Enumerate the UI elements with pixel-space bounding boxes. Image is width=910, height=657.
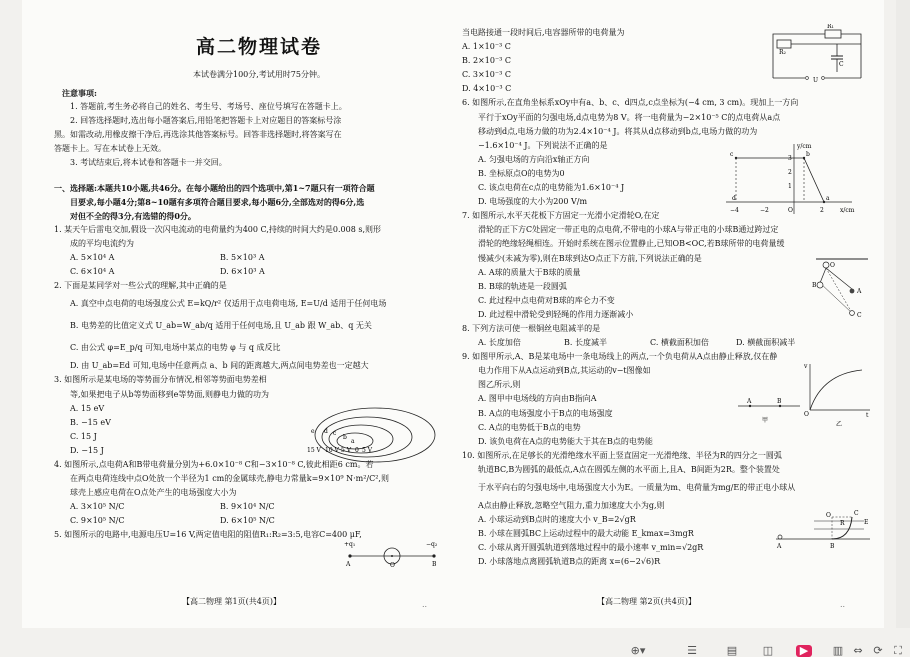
continuous-icon[interactable]: ▥ [832, 644, 844, 657]
pulley-figure [812, 255, 872, 321]
notice-line: 黑。如需改动,用橡皮擦干净后,再选涂其他答案标号。回答非选择题时,将答案写在 [54, 130, 342, 140]
fig-label: −4 [730, 207, 739, 214]
fig-label: c [730, 151, 734, 158]
fig-label: d [324, 428, 328, 435]
option: C. 横截面积加倍 [650, 338, 709, 348]
fig-label: C [857, 312, 862, 319]
question-6-stem: 平行于xOy平面的匀强电场,d点电势为8 V。将一电荷量为−2×10⁻⁵ C的点电荷从a点 [478, 112, 781, 122]
fig-label: 2 [820, 207, 824, 214]
question-4-stem: 球壳上感应电荷在O点处产生的电场强度大小为 [70, 488, 237, 498]
vertical-scrollbar[interactable] [896, 0, 910, 640]
fig-label: e [311, 428, 315, 435]
option: C. 9×10⁵ N/C [70, 516, 125, 526]
fig-label: 甲 [762, 417, 769, 424]
point-charges-figure [342, 538, 442, 568]
question-6-option: B. 坐标原点O的电势为0 [478, 168, 565, 178]
fig-label: O [804, 411, 809, 418]
fig-label: B [777, 398, 782, 405]
fig-label: t [866, 412, 869, 419]
question-10-stem: 于水平向右的匀强电场中,电场强度大小为E。一质量为m、电荷量为mg/E的带正电小球从 [478, 483, 796, 492]
question-4-options [54, 514, 464, 528]
question-3-stem: 3. 如图所示是某电场的等势面分布情况,相邻等势面电势差相 [54, 375, 267, 385]
notice-title: 注意事项: [62, 88, 97, 98]
single-page-icon[interactable]: ▤ [726, 644, 738, 657]
question-4-stem: 4. 如图所示,点电荷A和B带电荷量分别为+6.0×10⁻⁸ C和−3×10⁻⁸ C,彼此相距6 cm。若 [54, 459, 374, 469]
question-10-option: C. 小球从离开圆弧轨道到落地过程中的最小速率 v_min=√2gR [478, 543, 704, 553]
fig-label: 5 V [341, 447, 352, 454]
question-7-option: C. 此过程中点电荷对B球的库仑力不变 [478, 295, 615, 305]
fig-label: R [840, 520, 845, 527]
fig-label: +q₁ [344, 541, 356, 548]
question-9-stem: 图乙所示,则 [478, 380, 521, 390]
option: D. 6×10³ A [220, 267, 265, 277]
question-5-option: C. 3×10⁻³ C [462, 70, 511, 80]
question-2-option: B. 电势差的比值定义式 U_ab=W_ab/q 适用于任何电场,且 U_ab 跟 W_ab、q 无关 [70, 321, 372, 331]
question-3-option: D. −15 J [70, 445, 104, 455]
field-line-figure [734, 398, 804, 426]
question-6-option: A. 匀强电场的方向沿x轴正方向 [478, 154, 590, 164]
fig-label: d [732, 195, 736, 202]
fig-label: c [333, 430, 337, 437]
question-5-option: A. 1×10⁻³ C [462, 42, 511, 52]
question-9-stem: 电力作用下从A点运动到B点,其运动的v−t图像如 [478, 366, 651, 376]
notice-line: 3. 考试结束后,将本试卷和答题卡一并交回。 [70, 158, 227, 168]
question-10-stem: A点由静止释放,忽略空气阻力,重力加速度大小为g,则 [478, 501, 665, 510]
notice-line: 2. 回答选择题时,选出每小题答案后,用铅笔把答题卡上对应题目的答案标号涂 [70, 116, 342, 126]
fig-label: B [830, 543, 835, 550]
option: B. 5×10³ A [220, 253, 265, 263]
fig-label: 15 V [307, 447, 321, 454]
footer-page-1: 【高二物理 第1页(共4页)】 [182, 597, 281, 606]
notice-line: 答题卡上。写在本试卷上无效。 [54, 144, 166, 154]
question-1-stem: 成的平均电流约为 [70, 238, 134, 248]
fig-label: O [390, 562, 395, 568]
arc-track-figure [774, 505, 874, 551]
question-3-option: B. −15 eV [70, 417, 111, 427]
question-4-stem: 在两点电荷连线中点O处放一个半径为1 cm的金属球壳,静电力常量k=9×10⁹ N·m²/C²,则 [70, 474, 389, 484]
question-2-option: C. 由公式 φ=E_p/q 可知,电场中某点的电势 φ 与 q 成反比 [70, 343, 281, 353]
fig-label: A [777, 543, 782, 550]
exam-sheet [22, 0, 884, 628]
fig-label: A [857, 288, 862, 295]
fig-label: R₂ [779, 49, 786, 56]
fig-label: O [830, 262, 835, 269]
question-7-option: B. B球的轨迹是一段圆弧 [478, 281, 567, 291]
fig-label: O [826, 512, 831, 519]
fig-label: y/cm [797, 143, 812, 150]
fig-label: A [346, 561, 351, 568]
question-1-stem: 1. 某天午后雷电交加,假设一次闪电流动的电荷量约为400 C,持续的时间大约是0.008 s,则形 [54, 224, 382, 234]
notice-line: 1. 答题前,考生务必将自己的姓名、考生号、考场号、座位号填写在答题卡上。 [70, 102, 347, 112]
question-6-stem: −1.6×10⁻⁴ J。下列说法不正确的是 [478, 140, 608, 150]
fig-label: b [343, 434, 347, 441]
option: A. 3×10⁵ N/C [70, 502, 125, 512]
fig-label: C [854, 510, 859, 517]
fig-label: B [432, 561, 437, 568]
question-10-option: D. 小球落地点离圆弧轨道B点的距离 x=(6−2√6)R [478, 557, 661, 567]
question-5-stem: 5. 如图所示的电路中,电源电压U=16 V,两定值电阻的阻值R₁:R₂=3:5,电容C=400 μF, [54, 530, 362, 540]
play-icon[interactable]: ▶ [796, 645, 812, 657]
question-7-option: D. 此过程中滑轮受到轻绳的作用力逐渐减小 [478, 309, 634, 319]
fig-label: −q₂ [426, 541, 438, 548]
question-9-option: A. 图甲中电场线的方向由B指向A [478, 394, 597, 404]
fig-label: B [812, 282, 817, 289]
option: A. 长度加倍 [478, 338, 521, 348]
question-8-stem: 8. 下列方法可使一根铜丝电阻减半的是 [462, 323, 601, 333]
question-9-stem: 9. 如图甲所示,A、B是某电场中一条电场线上的两点,一个负电荷从A点由静止释放,仅在静 [462, 352, 778, 362]
fig-label: a [826, 195, 830, 202]
question-10-stem: 10. 如图所示,在足够长的光滑绝缘水平面上竖直固定一光滑绝缘、半径为R的四分之一圆弧 [462, 450, 782, 460]
fig-label: 3 [788, 155, 792, 162]
fig-label: C [839, 61, 844, 68]
footer-page-2: 【高二物理 第2页(共4页)】 [597, 597, 696, 606]
fig-label: 0 [355, 447, 359, 454]
fig-label: 5 V [362, 447, 373, 454]
double-page-icon[interactable]: ◫ [762, 644, 774, 657]
fig-label: −2 [760, 207, 769, 214]
fig-label: b [806, 151, 810, 158]
question-9-option: C. A点的电势低于B点的电势 [478, 422, 581, 432]
question-5-option: D. 4×10⁻³ C [462, 84, 512, 94]
question-7-stem: 7. 如图所示,水平天花板下方固定一光滑小定滑轮O,在定 [462, 211, 660, 221]
question-9-option: B. A点的电场强度小于B点的电场强度 [478, 408, 613, 418]
section-heading: 目要求,每小题4分;第8~10题有多项符合题目要求,每小题6分,全部选对的得6分,选 [70, 196, 365, 207]
option: B. 9×10⁴ N/C [220, 502, 275, 512]
question-3-option: A. 15 eV [70, 403, 105, 413]
question-1-options [54, 251, 464, 265]
fullscreen-icon[interactable]: ⛶ [894, 644, 902, 657]
fig-label: a [351, 438, 355, 445]
circuit-figure [767, 24, 867, 86]
fig-label: v [804, 363, 808, 370]
question-7-stem: 滑轮的绝缘轻绳相连。开始时系统在图示位置静止,已知OB<OC,若B球所带的电荷量缓 [478, 239, 785, 249]
question-6-stem: 移动到d点,电场力做的功为2.4×10⁻⁴ J。将其从d点移动到b点,电场力做的功为 [478, 126, 758, 136]
coordinate-figure [722, 140, 862, 218]
fig-label: E [864, 519, 869, 526]
fit-width-icon[interactable]: ⇔ [853, 644, 863, 657]
paper-subtitle: 本试卷满分100分,考试用时75分钟。 [193, 70, 325, 79]
footer-dots: .. [422, 600, 428, 609]
question-6-stem: 6. 如图所示,在直角坐标系xOy中有a、b、c、d四点,c点坐标为(−4 cm, 3 cm)。现加上一方向 [462, 98, 799, 108]
hand-tool-icon[interactable]: ☰ [687, 644, 697, 657]
option: B. 长度减半 [564, 338, 607, 348]
option: A. 5×10⁴ A [70, 253, 115, 263]
question-2-option: A. 真空中点电荷的电场强度公式 E=kQ/r² 仅适用于点电荷电场, E=U/d 适用于任何电场 [70, 299, 387, 309]
question-3-option: C. 15 J [70, 431, 97, 441]
question-6-option: C. 该点电荷在c点的电势能为1.6×10⁻⁴ J [478, 183, 625, 193]
velocity-time-figure [802, 360, 874, 428]
question-3-stem: 等,如果把电子从b等势面移到e等势面,则静电力做的功为 [70, 389, 269, 399]
question-4-options [54, 500, 464, 514]
fig-label: A [747, 398, 752, 405]
rotate-icon[interactable]: ⟳ [873, 644, 883, 657]
section-heading: 一、选择题:本题共10小题,共46分。在每小题给出的四个选项中,第1~7题只有一项符合题 [54, 182, 375, 193]
fig-label: 乙 [836, 421, 843, 428]
option: D. 6×10⁵ N/C [220, 516, 275, 526]
fig-label: O [788, 207, 793, 214]
zoom-icon[interactable]: ⊕▾ [630, 644, 646, 657]
question-10-stem: 轨道BC,B为圆弧的最低点,A点在圆弧左侧的水平面上,且A、B间距为2R。整个装置处 [478, 464, 780, 474]
footer-dots: .. [840, 600, 846, 609]
section-heading: 对但不全的得3分,有选错的得0分。 [70, 210, 196, 221]
option: C. 6×10⁴ A [70, 267, 115, 277]
question-8-options [462, 336, 872, 350]
right-column [462, 26, 872, 569]
question-9-option: D. 该负电荷在A点的电势能大于其在B点的电势能 [478, 436, 653, 446]
question-7-stem: 滑轮的正下方C处固定一带正电的点电荷,不带电的小球A与带正电的小球B通过跨过定 [478, 225, 779, 235]
paper-title: 高二物理试卷 [195, 36, 322, 58]
question-2-option: D. 由 U_ab=Ed 可知,电场中任意两点 a、b 间的距离越大,两点间电势差也一定越大 [70, 361, 369, 371]
fig-label: x/cm [840, 207, 855, 214]
question-7-stem: 慢减少(未减为零),则在B球到达O点正下方前,下列说法正确的是 [478, 253, 702, 263]
fig-label: 2 [788, 169, 792, 176]
question-10-option: A. 小球运动到B点时的速度大小 v_B=2√gR [478, 515, 636, 525]
fig-label: R₁ [827, 24, 834, 30]
equipotential-figure [307, 405, 437, 465]
question-1-options [54, 265, 464, 279]
question-10-option: B. 小球在圆弧BC上运动过程中的最大动能 E_kmax=3mgR [478, 529, 694, 539]
fig-label: 1 [788, 183, 792, 190]
question-2-stem: 2. 下面是某同学对一些公式的理解,其中正确的是 [54, 281, 227, 291]
question-5-option: B. 2×10⁻³ C [462, 56, 512, 66]
question-7-option: A. A球的质量大于B球的质量 [478, 267, 581, 277]
question-6-option: D. 电场强度的大小为200 V/m [478, 197, 588, 207]
fig-label: 10 V [325, 447, 339, 454]
question-5-stem: 当电路接通一段时间后,电容器所带的电荷量为 [462, 28, 625, 37]
option: D. 横截面积减半 [736, 338, 796, 348]
fig-label: U [813, 77, 819, 84]
